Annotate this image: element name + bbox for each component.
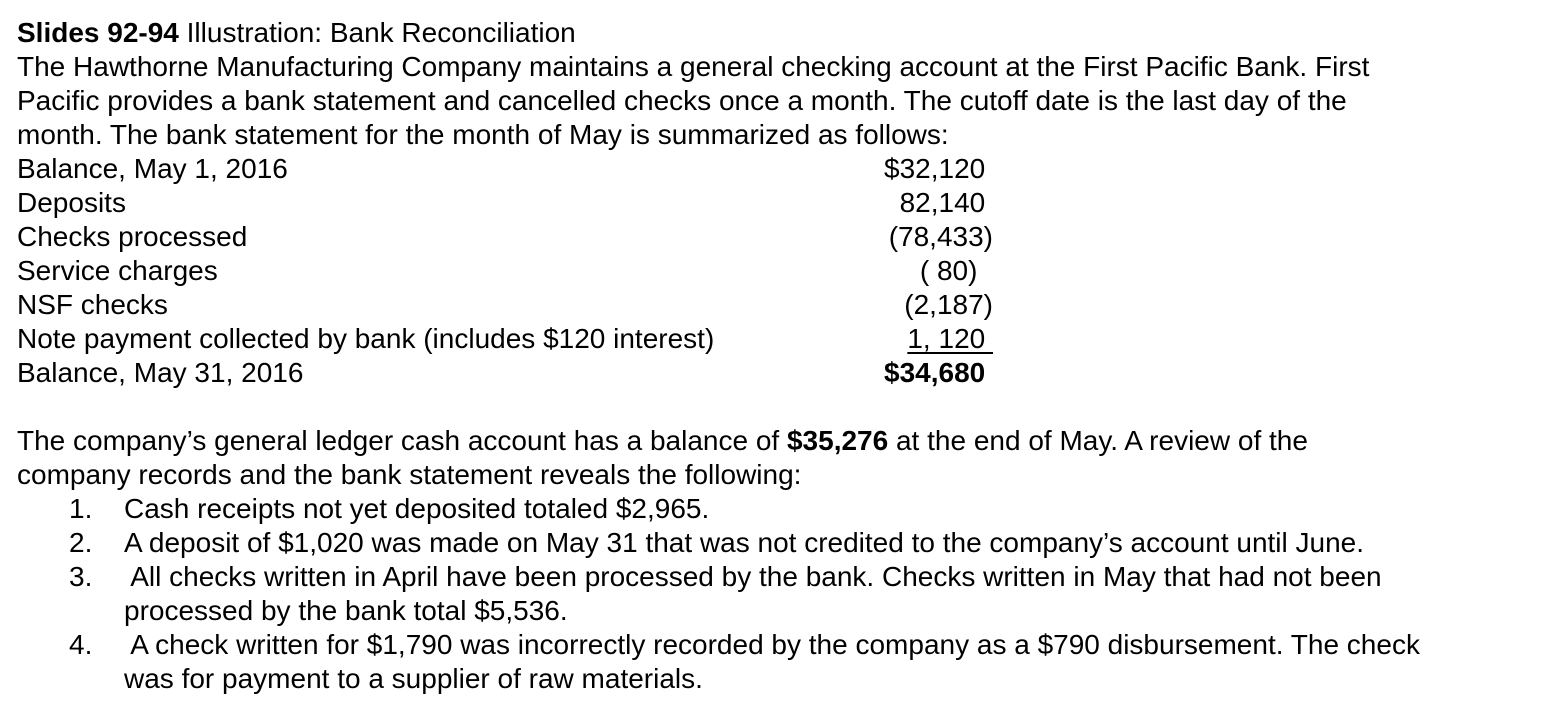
list-number: 2. <box>69 527 93 558</box>
list-item-text: A check written for $1,790 was incorrectly recorded by the company as a $790 disbursement. The check <box>124 629 1420 660</box>
intro-line: month. The bank statement for the month of May is summarized as follows: <box>17 119 949 150</box>
statement-row <box>17 288 1537 322</box>
statement-row <box>17 220 1537 254</box>
list-item <box>17 628 1537 696</box>
list-number: 3. <box>69 561 93 592</box>
list-item-text: Cash receipts not yet deposited totaled $2,965. <box>124 493 710 524</box>
spacer <box>17 390 1537 424</box>
document-title <box>17 16 1537 50</box>
statement-amount: 82,140 <box>899 187 993 218</box>
ledger-line <box>17 424 1537 458</box>
statement-amount: (2,187) <box>904 289 993 320</box>
statement-amount: (78,433) <box>888 221 993 252</box>
list-item <box>17 492 1537 526</box>
ledger-line: company records and the bank statement reveals the following: <box>17 459 802 490</box>
list-item <box>17 560 1537 628</box>
statement-label: Service charges <box>17 255 218 286</box>
statement-label: Checks processed <box>17 221 248 252</box>
intro-line: The Hawthorne Manufacturing Company maintains a general checking account at the First Pacific Bank. First <box>17 51 1370 82</box>
list-number: 1. <box>69 493 93 524</box>
statement-row <box>17 152 1537 186</box>
statement-row-total <box>17 356 1537 390</box>
bank-statement-summary <box>17 152 1537 390</box>
note-payment-amount: 1, 120 <box>907 323 993 354</box>
findings-list <box>17 492 1537 696</box>
statement-amount: $32,120 <box>884 153 993 184</box>
ledger-text: at the end of May. A review of the <box>888 425 1308 456</box>
list-item <box>17 526 1537 560</box>
statement-label: Deposits <box>17 187 126 218</box>
statement-amount: ( 80) <box>919 255 993 286</box>
title-text: Illustration: Bank Reconciliation <box>178 17 576 48</box>
slide-reference: Slides 92-94 <box>17 17 179 48</box>
intro-line: Pacific provides a bank statement and cancelled checks once a month. The cutoff date is the last day of the <box>17 85 1347 116</box>
list-item-text: processed by the bank total $5,536. <box>124 595 568 626</box>
list-item-text: was for payment to a supplier of raw materials. <box>124 663 703 694</box>
list-number: 4. <box>69 629 93 660</box>
statement-row <box>17 186 1537 220</box>
ledger-paragraph <box>17 424 1537 492</box>
ending-balance-amount: $34,680 <box>884 357 993 388</box>
list-item-text: All checks written in April have been processed by the bank. Checks written in May that had not been <box>124 561 1382 592</box>
statement-row <box>17 254 1537 288</box>
document-page <box>17 16 1537 696</box>
statement-label: Balance, May 1, 2016 <box>17 153 288 184</box>
ledger-balance: $35,276 <box>786 425 889 456</box>
list-item-text: A deposit of $1,020 was made on May 31 that was not credited to the company’s account until June. <box>124 527 1365 558</box>
statement-label: NSF checks <box>17 289 168 320</box>
ledger-text: The company’s general ledger cash account has a balance of <box>17 425 787 456</box>
statement-label: Note payment collected by bank (includes $120 interest) <box>17 323 715 354</box>
intro-paragraph <box>17 50 1537 152</box>
statement-amount-underlined <box>17 322 993 356</box>
statement-label: Balance, May 31, 2016 <box>17 357 304 388</box>
statement-row <box>17 322 1537 356</box>
